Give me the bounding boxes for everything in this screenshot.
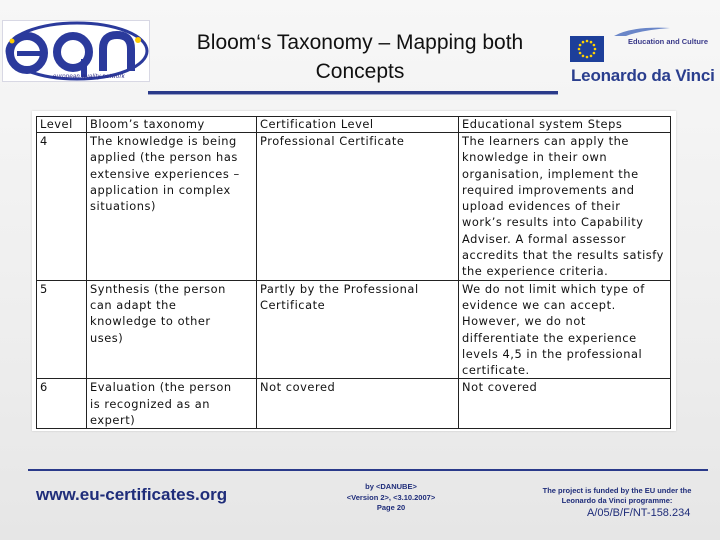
- eu-star-icon: [582, 55, 585, 58]
- cell-text-line: Not covered: [462, 380, 538, 395]
- cell-text-line: Professional Certificate: [260, 134, 405, 148]
- table-row: [37, 133, 671, 281]
- eqn-logo: [2, 20, 150, 82]
- level-cell: 4: [37, 133, 87, 281]
- cell-text-line: can adapt the: [90, 297, 177, 312]
- eu-flag-icon: [570, 36, 604, 62]
- table-header-row: [37, 117, 671, 133]
- eu-star-icon: [590, 41, 593, 44]
- cell-text-line: organisation, implement the: [462, 166, 639, 181]
- cell-text-line: accredits that the results satisfy: [462, 248, 664, 263]
- cell-text-line: knowledge in their own: [462, 150, 608, 165]
- steps-cell: [459, 133, 671, 281]
- cell-text-line: Evaluation (the person: [90, 380, 232, 395]
- cell-text-line: Adviser. A formal assessor: [462, 231, 626, 246]
- header-bloom: Bloom’s taxonomy: [87, 117, 257, 133]
- header-steps: Educational system Steps: [459, 117, 671, 133]
- cell-text-line: work’s results into Capability: [462, 215, 644, 230]
- eu-star-icon: [594, 48, 597, 51]
- cell-text-line: application in complex: [90, 182, 231, 197]
- bloom-cell: [87, 133, 257, 281]
- level-cell: 6: [37, 379, 87, 429]
- footer-website-link[interactable]: www.eu-certificates.org: [36, 485, 228, 504]
- eu-star-icon: [593, 52, 596, 55]
- eu-star-icon: [578, 48, 581, 51]
- footer-divider: [28, 469, 708, 471]
- cell-text-line: certificate.: [462, 363, 530, 378]
- header-level: Level: [37, 117, 87, 133]
- footer-funding: [512, 486, 720, 506]
- footer-page: Page 20: [376, 503, 406, 512]
- table-row: [37, 280, 671, 379]
- cell-text-line: required improvements and: [462, 182, 635, 197]
- taxonomy-table-panel: [32, 111, 676, 431]
- cell-text-line: expert): [90, 413, 136, 428]
- bloom-cell: [87, 280, 257, 379]
- cell-text-line: The learners can apply the: [462, 134, 629, 148]
- cell-text-line: is recognized as an: [90, 396, 211, 411]
- header-certification: Certification Level: [257, 117, 459, 133]
- cell-text-line: situations): [90, 199, 157, 214]
- cell-text-line: extensive experiences –: [90, 166, 240, 181]
- programme-name: Leonardo da Vinci: [571, 66, 715, 85]
- cell-text-line: Certificate: [260, 297, 326, 312]
- cell-text-line: knowledge to other: [90, 314, 211, 329]
- cell-text-line: uses): [90, 330, 124, 345]
- cell-text-line: However, we do not: [462, 314, 586, 329]
- header-divider-thin: [148, 94, 558, 95]
- cell-text-line: levels 4,5 in the professional: [462, 346, 643, 361]
- slide-title: [160, 28, 560, 86]
- certification-cell: [257, 280, 459, 379]
- cell-text-line: Synthesis (the person: [90, 281, 226, 296]
- eu-star-icon: [590, 55, 593, 58]
- cell-text-line: upload evidences of their: [462, 199, 621, 214]
- footer-version: <Version 2>, <3.10.2007>: [346, 492, 436, 502]
- title-line-2: Concepts: [315, 60, 405, 83]
- steps-cell: [459, 379, 671, 429]
- cell-text-line: the experience criteria.: [462, 264, 609, 279]
- cell-text-line: The knowledge is being: [90, 134, 237, 148]
- footer-funding-line-1: The project is funded by the EU under the: [542, 486, 692, 495]
- eu-star-icon: [593, 44, 596, 47]
- bloom-cell: [87, 379, 257, 429]
- footer-project-code: A/05/B/F/NT-158.234: [587, 507, 691, 519]
- logo-caption: european quality network: [53, 74, 125, 80]
- leonardo-wing-icon: [612, 24, 672, 38]
- eu-star-icon: [582, 41, 585, 44]
- title-line-1: Bloom‘s Taxonomy – Mapping both: [196, 31, 524, 54]
- eu-star-icon: [586, 40, 589, 43]
- eu-caption: Education and Culture: [628, 37, 709, 46]
- level-cell: 5: [37, 280, 87, 379]
- taxonomy-table: [36, 116, 671, 429]
- eu-star-icon: [579, 52, 582, 55]
- cell-text-line: We do not limit which type of: [462, 281, 645, 296]
- footer-version-info: [326, 482, 456, 514]
- cell-text-line: evidence we can accept.: [462, 297, 616, 312]
- cell-text-line: applied (the person has: [90, 150, 238, 165]
- eu-star-icon: [586, 56, 589, 59]
- footer-funding-line-2: Leonardo da Vinci programme:: [561, 496, 673, 505]
- footer-author: by <DANUBE>: [365, 482, 417, 491]
- table-row: [37, 379, 671, 429]
- cell-text-line: Partly by the Professional: [260, 281, 419, 296]
- certification-cell: [257, 133, 459, 281]
- cell-text-line: differentiate the experience: [462, 330, 637, 345]
- certification-cell: [257, 379, 459, 429]
- steps-cell: [459, 280, 671, 379]
- cell-text-line: Not covered: [260, 380, 336, 395]
- eu-star-icon: [579, 44, 582, 47]
